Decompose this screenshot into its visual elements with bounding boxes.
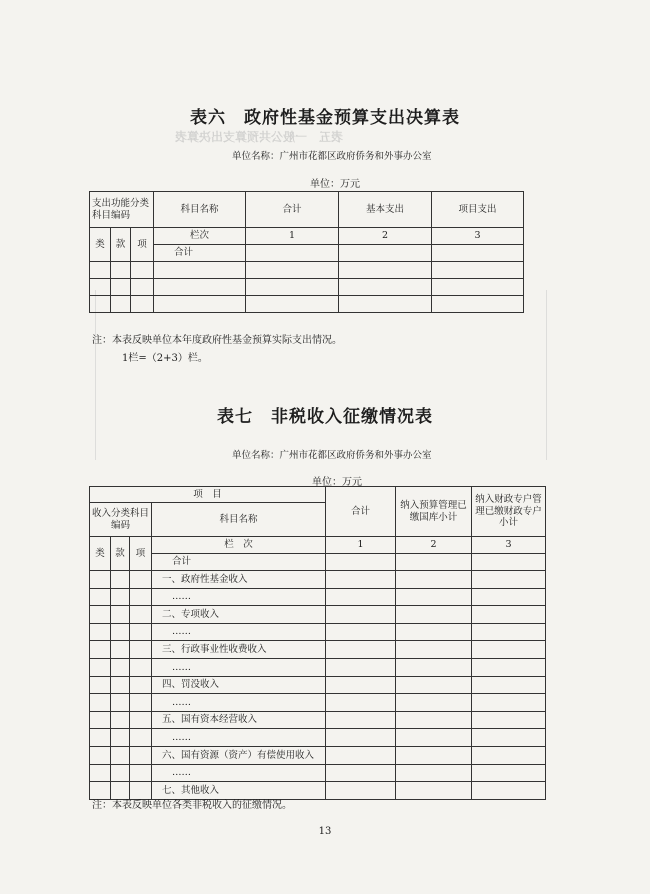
table7-header-kuan: 款 xyxy=(111,537,130,571)
table7-row-label: 三、行政事业性收费收入 xyxy=(152,641,326,659)
table7-row-label: 六、国有资源（资产）有偿使用收入 xyxy=(152,746,326,764)
table7-row-label: 二、专项收入 xyxy=(152,606,326,624)
table7-row-label: 一、政府性基金收入 xyxy=(152,571,326,589)
table6-cell xyxy=(339,245,432,262)
table6-header-subject-name: 科目名称 xyxy=(154,192,246,228)
table6-row xyxy=(90,279,524,296)
table7-col-num: 1 xyxy=(326,537,396,554)
table6-title: 表六 政府性基金预算支出决算表 xyxy=(190,108,460,128)
table7-row xyxy=(90,729,546,747)
table7-row-label: …… xyxy=(152,694,326,712)
table6-col-num: 1 xyxy=(246,228,339,245)
table7-row-label: …… xyxy=(152,623,326,641)
table7-header-subject-name: 科目名称 xyxy=(152,503,326,537)
table7-row-label: 七、其他收入 xyxy=(152,782,326,800)
table7-row xyxy=(90,641,546,659)
table6-total-label: 合计 xyxy=(154,245,246,262)
table7-lanci: 栏 次 xyxy=(152,537,326,554)
table6-header-project: 项目支出 xyxy=(432,192,524,228)
table6-col-num: 3 xyxy=(432,228,524,245)
table7-col-num: 2 xyxy=(396,537,472,554)
table7-header-xiang: 项 xyxy=(130,537,152,571)
table7-row xyxy=(90,623,546,641)
table6-header-xiang: 项 xyxy=(131,228,154,262)
table7-row xyxy=(90,588,546,606)
table6-note-formula: 1栏=（2+3）栏。 xyxy=(122,353,208,364)
table7-row xyxy=(90,658,546,676)
table6-unit: 单位：万元 xyxy=(310,179,360,190)
table7-header-treasury: 纳入预算管理已缴国库小计 xyxy=(396,487,472,537)
table6-row xyxy=(90,262,524,279)
bleed-through-text: 表五 一般公共预算支出决算表 xyxy=(175,130,344,144)
table7-total-label: 合计 xyxy=(152,554,326,571)
table6 xyxy=(89,191,524,313)
table7-row xyxy=(90,746,546,764)
table6-header-basic: 基本支出 xyxy=(339,192,432,228)
table6-cell xyxy=(246,245,339,262)
table7-row xyxy=(90,711,546,729)
table6-row xyxy=(90,296,524,313)
table6-lanci: 栏次 xyxy=(154,228,246,245)
table6-header-total: 合计 xyxy=(246,192,339,228)
table7-row xyxy=(90,606,546,624)
table7-header-func-class: 收入分类科目编码 xyxy=(90,503,152,537)
table7-row-label: 五、国有资本经营收入 xyxy=(152,711,326,729)
table7-header-lei: 类 xyxy=(90,537,111,571)
table6-col-num: 2 xyxy=(339,228,432,245)
table7-unit-name: 单位名称：广州市花都区政府侨务和外事办公室 xyxy=(232,450,432,461)
table7-row-label: …… xyxy=(152,729,326,747)
table6-note: 注：本表反映单位本年度政府性基金预算实际支出情况。 xyxy=(92,335,342,346)
table7-header-total: 合计 xyxy=(326,487,396,537)
table7-header-special: 纳入财政专户管理已缴财政专户小计 xyxy=(472,487,546,537)
table7-row-label: …… xyxy=(152,658,326,676)
table7-row xyxy=(90,676,546,694)
table7-row-label: …… xyxy=(152,588,326,606)
table6-header-lei: 类 xyxy=(90,228,111,262)
table6-header-func-class: 支出功能分类科目编码 xyxy=(90,192,154,228)
page-number: 13 xyxy=(318,826,332,837)
table7-row xyxy=(90,764,546,782)
table7-row-label: 四、罚没收入 xyxy=(152,676,326,694)
bleed-through-text xyxy=(95,290,547,460)
table7-col-num: 3 xyxy=(472,537,546,554)
table6-header-kuan: 款 xyxy=(111,228,131,262)
table7-title: 表七 非税收入征缴情况表 xyxy=(217,407,433,427)
table7-note: 注：本表反映单位各类非税收入的征缴情况。 xyxy=(92,800,292,811)
table7-unit: 单位：万元 xyxy=(312,477,362,488)
table7-row-label: …… xyxy=(152,764,326,782)
table7-header-item: 项 目 xyxy=(90,487,326,503)
table6-cell xyxy=(432,245,524,262)
table6-unit-name: 单位名称：广州市花都区政府侨务和外事办公室 xyxy=(232,151,432,162)
table7 xyxy=(89,486,546,800)
table7-row xyxy=(90,694,546,712)
table7-row xyxy=(90,571,546,589)
